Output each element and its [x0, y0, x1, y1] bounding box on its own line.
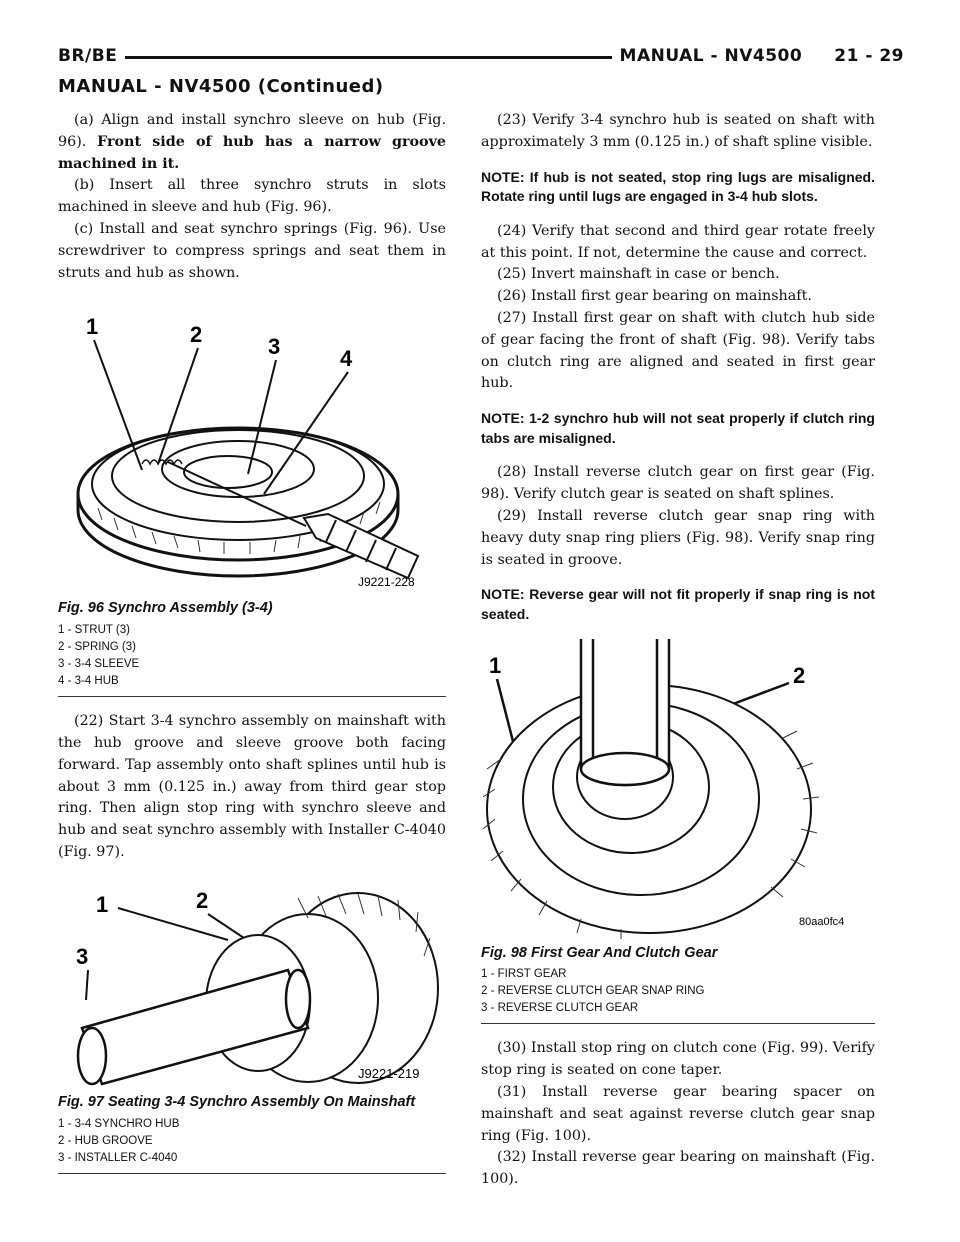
figure-97 — [58, 878, 446, 1174]
step-29: (29) Install reverse clutch gear snap ring with heavy duty snap ring pliers (Fig. 98). Verify snap ring is seated in groove. — [481, 507, 875, 568]
callout-2: 2 — [196, 887, 209, 913]
section-title: MANUAL - NV4500 (Continued) — [58, 76, 384, 97]
figure-96-legend — [58, 622, 446, 697]
callout-1: 1 — [86, 314, 99, 340]
legend-item: 1 - FIRST GEAR — [481, 968, 567, 981]
note-snap-ring: NOTE: Reverse gear will not fit properly if snap ring is not seated. — [481, 586, 875, 622]
step-24: (24) Verify that second and third gear rotate freely at this point. If not, determine the cause and correct. — [481, 222, 875, 261]
callout-4: 4 — [340, 346, 353, 372]
callout-3: 3 — [76, 943, 89, 969]
left-column — [58, 110, 446, 1174]
legend-item: 1 - 3-4 SYNCHRO HUB — [58, 1117, 180, 1130]
step-c: (c) Install and seat synchro springs (Fig. 96). Use screwdriver to compress springs and seat them in struts and hub as shown. — [58, 220, 446, 281]
step-22: (22) Start 3-4 synchro assembly on mainshaft with the hub groove and sleeve groove both facing forward. Tap assembly onto shaft splines until hub is about 3 mm (0.125 in.) away from third gear stop ring. Then align stop ring with synchro sleeve and hub and seat synchro assembly with Installer C-4040 (Fig. 97). — [58, 713, 446, 860]
step-23: (23) Verify 3-4 synchro hub is seated on shaft with approximately 3 mm (0.125 in.) of shaft spline visible. — [481, 112, 875, 150]
figure-code: 80aa0fc4 — [799, 915, 845, 928]
legend-item: 3 - REVERSE CLUTCH GEAR — [481, 1002, 639, 1015]
figure-code: J9221-228 — [358, 575, 415, 590]
figure-97-legend — [58, 1116, 446, 1174]
callout-3: 3 — [268, 334, 281, 360]
figure-97-caption: Fig. 97 Seating 3-4 Synchro Assembly On Mainshaft — [58, 1093, 416, 1110]
callout-2: 2 — [793, 662, 806, 688]
figure-98 — [481, 639, 875, 1025]
legend-item: 1 - STRUT (3) — [58, 624, 130, 637]
legend-item: 2 - REVERSE CLUTCH GEAR SNAP RING — [481, 985, 705, 998]
note-clutch-tabs: NOTE: 1-2 synchro hub will not seat properly if clutch ring tabs are misaligned. — [481, 410, 875, 446]
step-32: (32) Install reverse gear bearing on mainshaft (Fig. 100). — [481, 1149, 875, 1188]
callout-1: 1 — [489, 652, 502, 678]
callout-2: 2 — [190, 322, 203, 348]
step-a: (a) Align and install synchro sleeve on hub (Fig. 96). Front side of hub has a narrow groove machined in it. — [58, 112, 446, 172]
legend-item: 2 - SPRING (3) — [58, 641, 136, 654]
mainshaft-installer-illustration — [58, 878, 446, 1088]
step-26: (26) Install first gear bearing on mainshaft. — [497, 288, 812, 305]
legend-item: 3 - INSTALLER C-4040 — [58, 1151, 178, 1164]
note-hub-seated: NOTE: If hub is not seated, stop ring lugs are misaligned. Rotate ring until lugs are engaged in 3-4 hub slots. — [481, 168, 875, 205]
page-header — [58, 42, 904, 72]
legend-item: 2 - HUB GROOVE — [58, 1134, 153, 1147]
first-gear-clutch-illustration — [481, 639, 875, 939]
callout-1: 1 — [96, 891, 109, 917]
right-column — [481, 110, 875, 1191]
legend-item: 4 - 3-4 HUB — [58, 675, 119, 688]
header-model: BR/BE — [58, 46, 125, 66]
step-30: (30) Install stop ring on clutch cone (Fig. 99). Verify stop ring is seated on cone taper. — [481, 1040, 875, 1079]
legend-item: 3 - 3-4 SLEEVE — [58, 658, 140, 671]
figure-98-legend — [481, 966, 875, 1024]
figure-96-caption: Fig. 96 Synchro Assembly (3-4) — [58, 600, 273, 617]
step-b: (b) Insert all three synchro struts in slots machined in sleeve and hub (Fig. 96). — [58, 177, 446, 216]
header-section-page: MANUAL - NV4500 21 - 29 — [612, 46, 904, 66]
step-25: (25) Invert mainshaft in case or bench. — [497, 266, 780, 283]
figure-code: J9221-219 — [358, 1065, 420, 1081]
synchro-assembly-illustration — [58, 294, 446, 594]
step-28: (28) Install reverse clutch gear on first gear (Fig. 98). Verify clutch gear is seated on shaft splines. — [481, 464, 875, 503]
step-31: (31) Install reverse gear bearing spacer on mainshaft and seat against reverse clutch gear snap ring (Fig. 100). — [481, 1083, 875, 1144]
figure-96 — [58, 294, 446, 697]
step-27: (27) Install first gear on shaft with clutch hub side of gear facing the front of shaft (Fig. 98). Verify tabs on clutch ring are aligned and seated in first gear hub. — [481, 309, 875, 392]
figure-98-caption: Fig. 98 First Gear And Clutch Gear — [481, 944, 718, 961]
